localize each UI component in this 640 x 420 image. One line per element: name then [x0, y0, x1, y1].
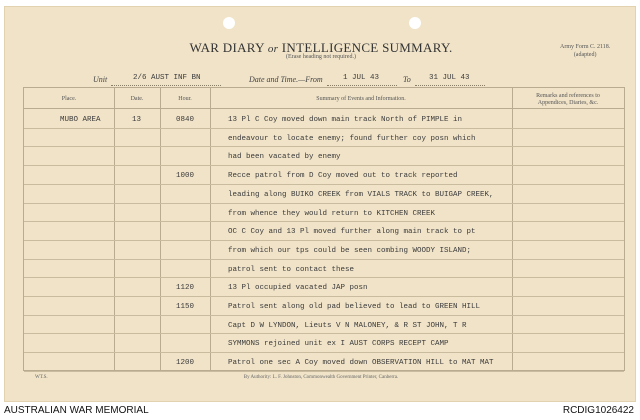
- header-summary: Summary of Events and Information.: [316, 96, 406, 102]
- header-rule: [24, 108, 624, 109]
- army-form-adapted: (adapted): [573, 52, 597, 58]
- row-rule: [24, 371, 624, 372]
- row-summary: leading along BUIKO CREEK from VIALS TRACK to BUIGAP CREEK,: [228, 190, 494, 199]
- printer-authority: By Authority: L. F. Johnston, Commonwealth Government Printer, Canberra.: [243, 375, 399, 380]
- war-diary-sheet: [4, 6, 636, 402]
- column-divider: [114, 88, 115, 370]
- title-war-diary: WAR DIARY: [189, 40, 265, 55]
- header-hour: Hour.: [178, 96, 192, 102]
- punch-hole-right: [409, 17, 421, 29]
- row-summary: had been vacated by enemy: [228, 153, 341, 162]
- title-intelligence-summary: INTELLIGENCE SUMMARY.: [281, 40, 453, 55]
- row-hour: 1000: [176, 172, 195, 181]
- erase-heading-note: (Erase heading not required.): [286, 54, 356, 60]
- row-rule: [24, 277, 624, 278]
- title-or: or: [267, 43, 279, 55]
- column-divider: [210, 88, 211, 370]
- row-hour: 0840: [176, 116, 195, 124]
- row-hour: 1120: [176, 284, 195, 293]
- header-date: Date.: [130, 96, 144, 102]
- army-form-number: Army Form C. 2118.: [560, 44, 611, 50]
- column-divider: [160, 88, 161, 370]
- row-hour: 1200: [176, 359, 195, 368]
- row-rule: [24, 128, 624, 129]
- date-to-underline: [415, 85, 485, 86]
- punch-hole-left: [223, 17, 235, 29]
- row-hour: 1150: [176, 303, 195, 311]
- credit-record-id: RCDIG1026422: [562, 405, 634, 416]
- row-rule: [24, 165, 624, 166]
- header-remarks-line2: Appendices, Diaries, &c.: [537, 100, 599, 106]
- diary-table: [23, 87, 625, 371]
- row-rule: [24, 315, 624, 316]
- unit-underline: [111, 85, 221, 86]
- unit-label: Unit: [93, 75, 108, 84]
- column-divider: [512, 88, 513, 370]
- row-summary: Recce patrol from D Coy moved out to track reported: [228, 172, 458, 181]
- row-rule: [24, 352, 624, 353]
- row-summary: endeavour to locate enemy; found further coy posn which: [228, 134, 476, 143]
- header-remarks-line1: Remarks and references to: [536, 93, 600, 99]
- row-rule: [24, 203, 624, 204]
- unit-value: 2/6 AUST INF BN: [133, 74, 201, 82]
- row-summary: 13 Pl C Coy moved down main track North of PIMPLE in: [228, 116, 463, 124]
- row-rule: [24, 296, 624, 297]
- row-summary: Patrol one sec A Coy moved down OBSERVATION HILL to MAT MAT: [228, 359, 494, 368]
- row-summary: OC C Coy and 13 Pl moved further along main track to pt: [228, 228, 476, 237]
- row-summary: 13 Pl occupied vacated JAP posn: [228, 284, 368, 293]
- date-from-value: 1 JUL 43: [343, 74, 380, 82]
- footer-code: WT.S.: [35, 375, 48, 380]
- row-rule: [24, 184, 624, 185]
- row-summary: from which our tps could be seen combing WOODY ISLAND;: [228, 246, 472, 255]
- credit-institution: AUSTRALIAN WAR MEMORIAL: [4, 405, 149, 416]
- row-summary: SYMMONS rejoined unit ex I AUST CORPS RECEPT CAMP: [228, 340, 449, 349]
- row-rule: [24, 259, 624, 260]
- row-summary: Capt D W LYNDON, Lieuts V N MALONEY, & R ST JOHN, T R: [228, 321, 467, 330]
- row-summary: from whence they would return to KITCHEN CREEK: [228, 209, 436, 218]
- date-time-label: Date and Time.—From: [249, 75, 323, 84]
- header-remarks: [512, 93, 624, 107]
- header-place: Place.: [61, 96, 77, 102]
- row-rule: [24, 221, 624, 222]
- date-to-value: 31 JUL 43: [429, 74, 470, 82]
- army-form-label: [560, 43, 610, 59]
- row-summary: patrol sent to contact these: [228, 265, 355, 274]
- to-label: To: [403, 75, 411, 84]
- row-date: 13: [132, 116, 142, 124]
- row-place: MUBO AREA: [60, 116, 101, 124]
- row-rule: [24, 146, 624, 147]
- date-from-underline: [327, 85, 397, 86]
- row-rule: [24, 333, 624, 334]
- row-summary: Patrol sent along old pad believed to lead to GREEN HILL: [228, 303, 481, 311]
- row-rule: [24, 240, 624, 241]
